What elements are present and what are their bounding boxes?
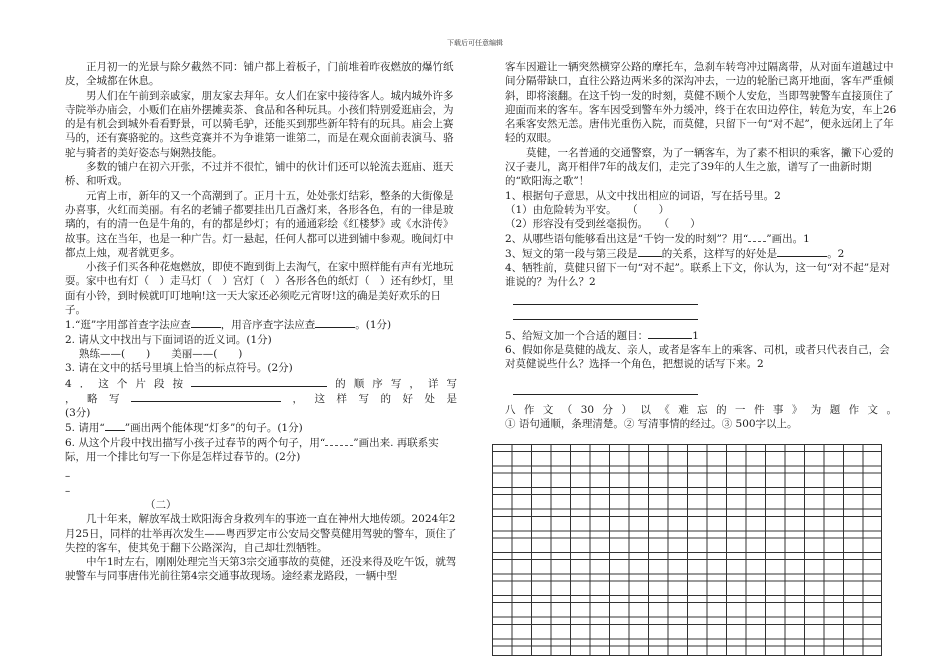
- reading-question-2: [505, 232, 897, 246]
- passage1-paragraph-2: 男人们在午前到亲戚家，朋友家去拜年。女人们在家中接待客人。城内城外许多寺院举办庙会，小贩们在庙外摆摊卖茶、食品和各种玩具。小孩们特别爱逛庙会，为的是有机会到城外看看野景，可以骑毛驴，还能买到那些新年特有的玩具。庙会上赛马的，还有赛骆驼的。这些竞赛并不为争谁第一谁第二，而是在观众面前表演马、骆驼与骑者的美好姿态与娴熟技能。: [65, 89, 454, 159]
- question-1-part-b: ，用音序查字法应查: [220, 319, 316, 332]
- question-4-part-c: ，略写: [65, 392, 131, 405]
- reading-question-5: [505, 328, 897, 343]
- answer-line[interactable]: [513, 292, 698, 305]
- wavy-line-mark: [748, 235, 766, 242]
- answer-blank[interactable]: [777, 246, 827, 257]
- page-header-note: 下载后可任意编辑: [447, 39, 503, 47]
- question-3: 3. 请在文中的括号里填上恰当的标点符号。(2分): [65, 362, 293, 375]
- question-1-part-a: 1.“逛”字用部首查字法应查: [65, 319, 191, 332]
- question-1: [65, 317, 457, 332]
- reading-question-4: 4、牺牲前，莫健只留下一句“对不起”。联系上下文，你认为，这一句“对不起”是对谁说的？为什么？2: [505, 262, 891, 289]
- passage1-paragraph-4: 元宵上市，新年的又一个高潮到了。正月十五，处处张灯结彩，整条的大街像是办喜事，火红而美丽。有名的老铺子都要挂出几百盏灯来，各形各色，有的一律是玻璃的，有的清一色是牛角的，有的都是纱灯；有的通通彩绘《红楼梦》或《水浒传》故事。这在当年，也是一种广告。灯一悬起，任何人都可以进到铺中参观。晚间灯中都点上烛，观者就更多。: [65, 189, 454, 259]
- reading-question-6: 6、假如你是莫健的战友、亲人，或者是客车上的乘客、司机，或者只代表自己，会对莫健说些什么？选择一个角色，把想说的话写下来。2: [505, 344, 890, 371]
- section-2-heading: （二）: [145, 498, 177, 511]
- answer-dash: –: [65, 484, 71, 497]
- underline-mark: [105, 420, 125, 431]
- question-1-part-c: 。(1分): [355, 319, 392, 332]
- question-6: [65, 436, 457, 465]
- question-6-part-b: ”画出来. 再联系实际，用一个排比句写一下你是怎样过春节的。(2分): [65, 436, 439, 464]
- passage1-paragraph-3: 多数的铺户在初六开张，不过并不很忙，铺中的伙计们还可以轮流去逛庙、逛天桥、和听戏。: [65, 161, 454, 188]
- reading-question-3-part-b: 的关系，这样写的好处是: [661, 247, 778, 260]
- passage2-continued-paragraph: 客车因避让一辆突然横穿公路的摩托车，急刹车转弯冲过隔离带，从对面车道越过中间分隔带缺口，直往公路边两米多的深沟冲去，一边的轮胎已离开地面，客车严重倾斜，即将滚翻。在这千钧一发的时刻，莫健不顾个人安危，当即驾驶警车直接顶住了迎面而来的客车。客车因受到警车外力缓冲，终于在农田边停住，转危为安，车上26名乘客安然无恙。唐伟光重伤入院，而莫健，只留下一句“对不起”，便永远闭上了年轻的双眼。: [505, 61, 897, 145]
- question-5: [65, 420, 457, 435]
- question-4-points: (3分): [65, 407, 91, 420]
- answer-line[interactable]: [513, 382, 698, 395]
- passage2-paragraph-2: 中午1时左右，刚刚处理完当天第3宗交通事故的莫健，还没来得及吃午饭，就驾驶警车与同事唐伟光前往第4宗交通事故现场。途经素龙路段，一辆中型: [65, 556, 457, 583]
- right-column: [505, 60, 897, 431]
- reading-question-5-part-b: 1: [692, 329, 699, 342]
- reading-question-1b: （2）形容没有受到丝毫损伤。 （ ）: [505, 218, 701, 231]
- answer-blank[interactable]: [191, 317, 221, 328]
- wavy-line-mark: [325, 439, 353, 446]
- answer-line[interactable]: [513, 307, 698, 320]
- answer-blank[interactable]: [315, 317, 355, 328]
- composition-title: 八作文（30分）以《难忘的一件事》为题作文。: [505, 403, 897, 416]
- question-5-part-a: 5. 请用“: [65, 422, 105, 435]
- question-5-part-b: ”画出两个能体现“灯多”的句子。(1分): [124, 422, 303, 435]
- question-4-line-1: [65, 376, 457, 391]
- reading-question-1: 1、根据句子意思，从文中找出相应的词语，写在括号里。2: [505, 189, 781, 202]
- reading-question-3: [505, 246, 897, 261]
- question-2-words: 熟练——( ) 美丽——( ): [79, 347, 243, 360]
- passage1-paragraph-1: 正月初一的光景与除夕截然不同：铺户都上着板子，门前堆着昨夜燃放的爆竹纸皮，全城都在休息。: [65, 61, 454, 88]
- answer-blank[interactable]: [131, 391, 281, 402]
- question-4-line-2: [65, 391, 457, 406]
- passage2-closing-paragraph: 莫健，一名普通的交通警察，为了一辆客车，为了素不相识的乘客，撇下心爱的汉子妻儿，离开相伴7年的战友们，走完了39年的人生之旅，谱写了一曲新时期的“欧阳海之歌”！: [505, 146, 894, 188]
- reading-question-3-part-a: 3、短文的第一段与第三段是: [505, 247, 638, 260]
- composition-writing-grid[interactable]: [492, 444, 882, 656]
- question-4-part-b: 的顺序写，详写: [327, 377, 457, 390]
- composition-requirements: ① 语句通顺，条理清楚。② 写清事情的经过。③ 500字以上。: [505, 417, 798, 430]
- question-6-part-a: 6. 从这个片段中找出描写小孩子过春节的两个句子，用“: [65, 436, 326, 449]
- answer-dash: –: [65, 470, 71, 483]
- passage1-paragraph-5: 小孩子们买各种花炮燃放，即使不跑到街上去淘气，在家中照样能有声有光地玩耍。家中也有灯（ ）走马灯（ ）宫灯（ ）各形各色的纸灯（ ）还有纱灯，里面有小铃，到时候就叮叮地响!这一天大家还必须吃元宵呀!这的确是美好欢乐的日子。: [65, 261, 454, 317]
- answer-blank[interactable]: [191, 376, 327, 387]
- answer-blank[interactable]: [638, 246, 662, 257]
- reading-question-1a: （1）由危险转为平安。 （ ）: [505, 203, 670, 216]
- reading-question-2-part-b: ”画出。1: [766, 232, 810, 245]
- answer-blank[interactable]: [648, 328, 692, 339]
- question-2: 2. 请从文中找出与下面词语的近义词。(1分): [65, 333, 272, 346]
- reading-question-2-part-a: 2、从哪些语句能够看出这是“千钧一发的时刻”？用“: [505, 232, 749, 245]
- passage2-paragraph-1: 几十年来，解放军战士欧阳海舍身救列车的事迹一直在神州大地传颂。2024年2月25日，同样的壮举再次发生——粤西罗定市公安局交警莫健用驾驶的警车，顶住了失控的客车，使其免于翻下公路深沟，自己却壮烈牺牲。: [65, 513, 457, 554]
- reading-question-3-part-c: 。2: [827, 247, 845, 260]
- question-4-part-d: ，这样写的好处是: [281, 392, 457, 405]
- reading-question-5-part-a: 5、给短文加一个合适的题目：: [505, 329, 649, 342]
- left-column: [65, 60, 457, 584]
- question-4-part-a: 4．这个片段按: [65, 377, 192, 390]
